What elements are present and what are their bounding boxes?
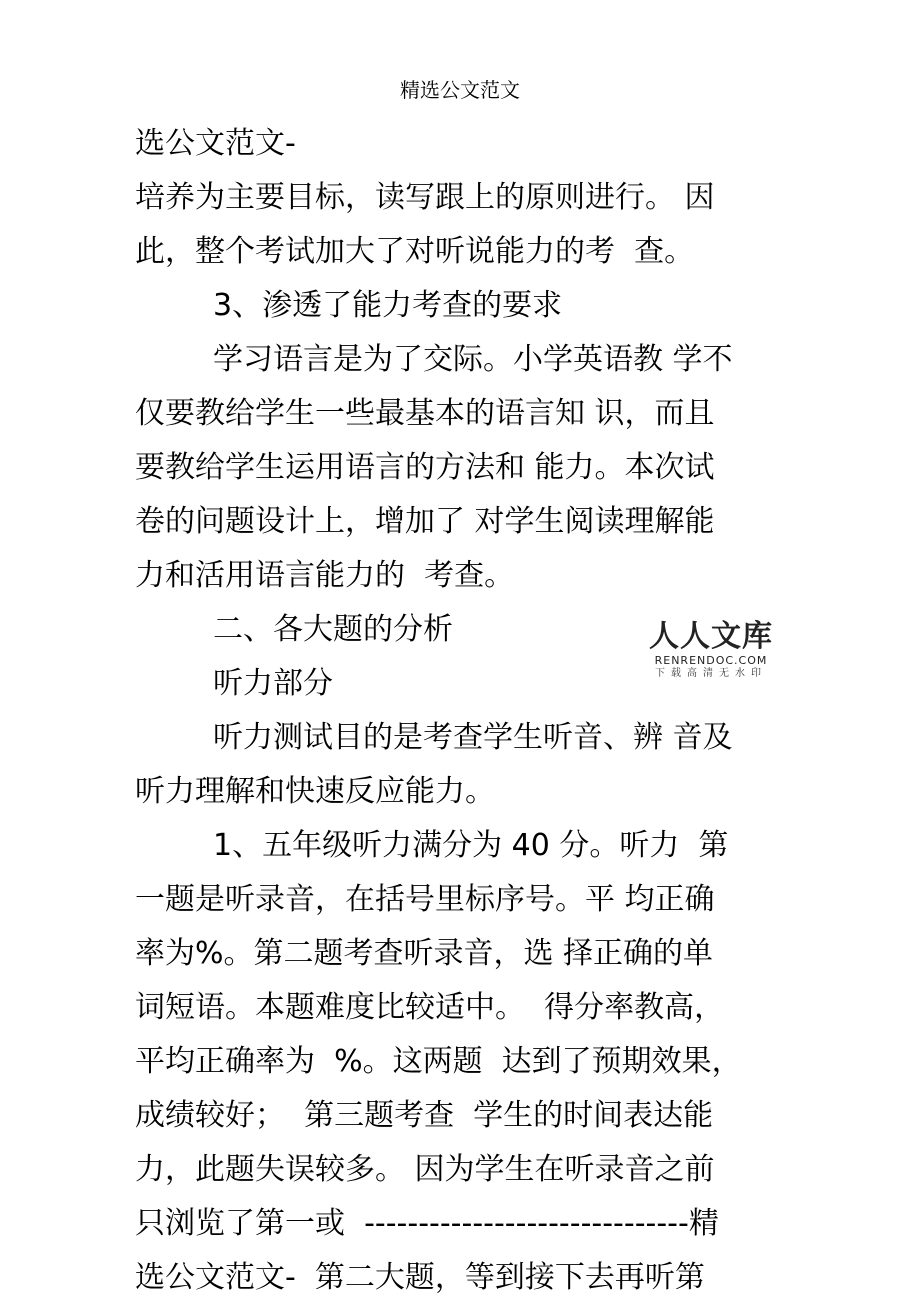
text-line: 听力测试目的是考查学生听音、辨 音及 (213, 720, 733, 755)
document-body (135, 117, 787, 1305)
text-line: 力和活用语言能力的 考查。 (135, 558, 515, 593)
page-header: 精选公文范文 (400, 78, 520, 102)
section-heading: 二、各大题的分析 (213, 612, 453, 647)
watermark-tagline: 下载高清无水印 (655, 668, 767, 679)
text-line: 选公文范文- (135, 126, 296, 161)
text-line: 选公文范文- 第二大题，等到接下去再听第 (135, 1260, 705, 1295)
section-heading: 听力部分 (213, 666, 333, 701)
text-line: 学习语言是为了交际。小学英语教 学不 (213, 342, 733, 377)
text-line: 平均正确率为 %。这两题 达到了预期效果， (135, 1044, 742, 1079)
text-line: 此，整个考试加大了对听说能力的考 查。 (135, 234, 695, 269)
watermark-logo (646, 620, 776, 680)
watermark-domain: RENRENDOC.COM (654, 654, 768, 667)
text-line: 要教给学生运用语言的方法和 能力。本次试 (135, 450, 715, 485)
section-heading: 3、渗透了能力考查的要求 (213, 288, 563, 323)
text-line: 成绩较好； 第三题考查 学生的时间表达能 (135, 1098, 714, 1133)
text-line: 率为%。第二题考查听录音，选 择正确的单 (135, 936, 714, 971)
text-line: 只浏览了第一或 ------------------------------精 (135, 1206, 719, 1241)
text-line: 听力理解和快速反应能力。 (135, 774, 495, 809)
text-line: 词短语。本题难度比较适中。 得分率教高， (135, 990, 725, 1025)
text-line: 力，此题失误较多。 因为学生在听录音之前 (135, 1152, 715, 1187)
text-line: 仅要教给学生一些最基本的语言知 识，而且 (135, 396, 715, 431)
text-line: 1、五年级听力满分为 40 分。听力 第 (213, 828, 729, 863)
text-line: 一题是听录音，在括号里标序号。平 均正确 (135, 882, 715, 917)
text-line: 卷的问题设计上，增加了 对学生阅读理解能 (135, 504, 715, 539)
watermark-title: 人人文库 (649, 619, 773, 654)
text-line: 培养为主要目标，读写跟上的原则进行。 因 (135, 180, 715, 215)
